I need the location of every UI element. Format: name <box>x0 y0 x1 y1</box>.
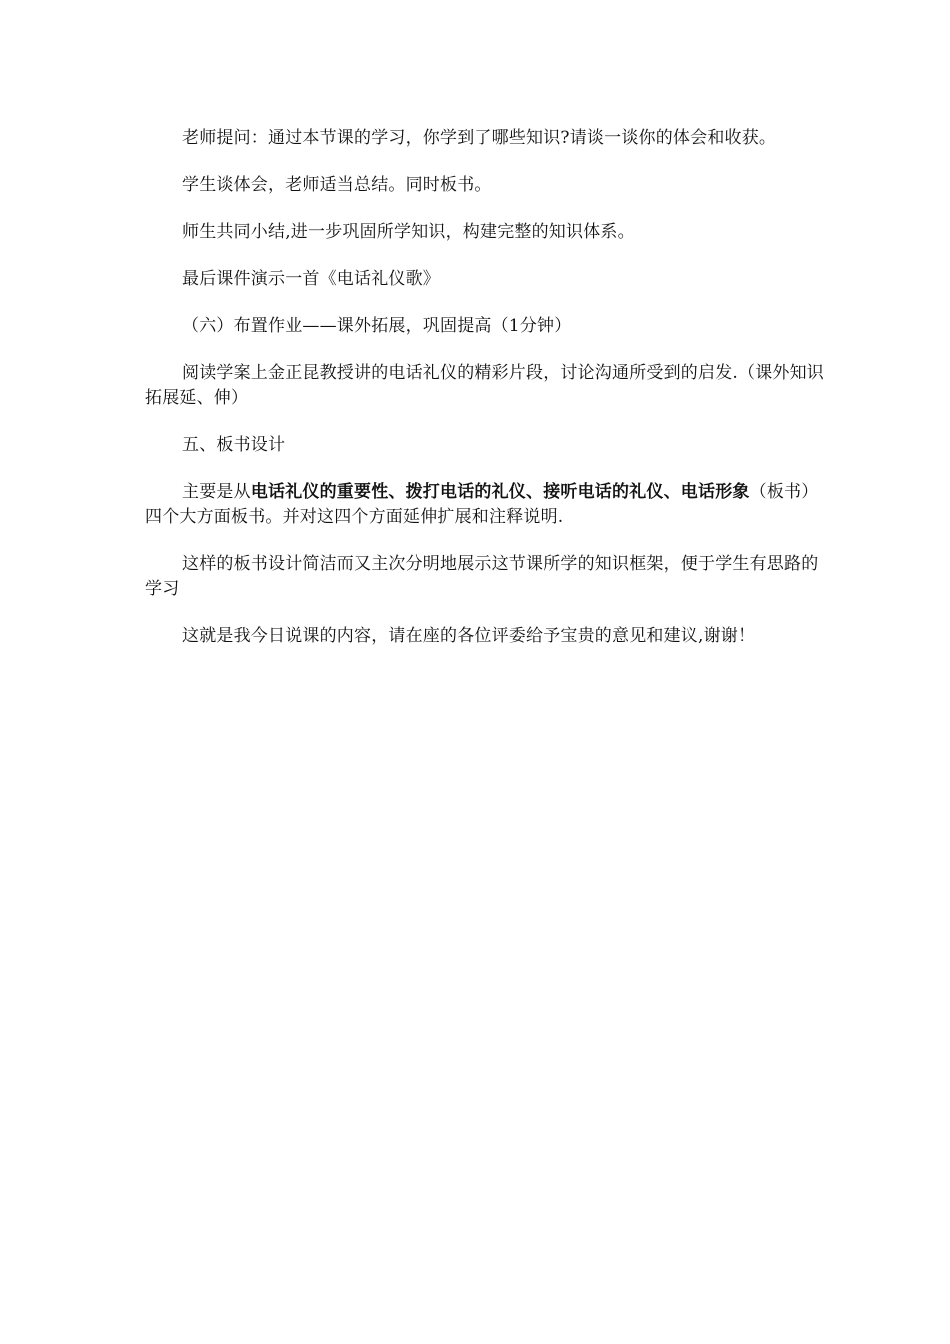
paragraph-reading-assignment: 阅读学案上金正昆教授讲的电话礼仪的精彩片段，讨论沟通所受到的启发.（课外知识拓展延、伸） <box>145 363 825 408</box>
paragraph-board-design <box>145 480 825 530</box>
board-design-prefix: 主要是从 <box>182 482 251 502</box>
paragraph-summary: 师生共同小结,进一步巩固所学知识，构建完整的知识体系。 <box>182 222 635 242</box>
section-heading-board-design: 五、板书设计 <box>182 435 286 455</box>
paragraph-teacher-question: 老师提问：通过本节课的学习，你学到了哪些知识?请谈一谈你的体会和收获。 <box>182 128 777 148</box>
board-design-bold-topics: 电话礼仪的重要性、拨打电话的礼仪、接听电话的礼仪、电话形象 <box>250 482 750 502</box>
board-design-suffix: （板书）四个大方面板书。并对这四个方面延伸扩展和注释说明. <box>145 482 819 527</box>
paragraph-courseware-song: 最后课件演示一首《电话礼仪歌》 <box>182 269 440 289</box>
paragraph-closing-thanks: 这就是我今日说课的内容，请在座的各位评委给予宝贵的意见和建议,谢谢！ <box>182 626 756 646</box>
paragraph-student-reflection: 学生谈体会，老师适当总结。同时板书。 <box>182 175 492 195</box>
paragraph-board-design-rationale: 这样的板书设计简洁而又主次分明地展示这节课所学的知识框架，便于学生有思路的学习 <box>145 554 819 599</box>
document-body <box>145 126 825 671</box>
paragraph-homework-heading: （六）布置作业——课外拓展，巩固提高（1分钟） <box>182 316 572 336</box>
